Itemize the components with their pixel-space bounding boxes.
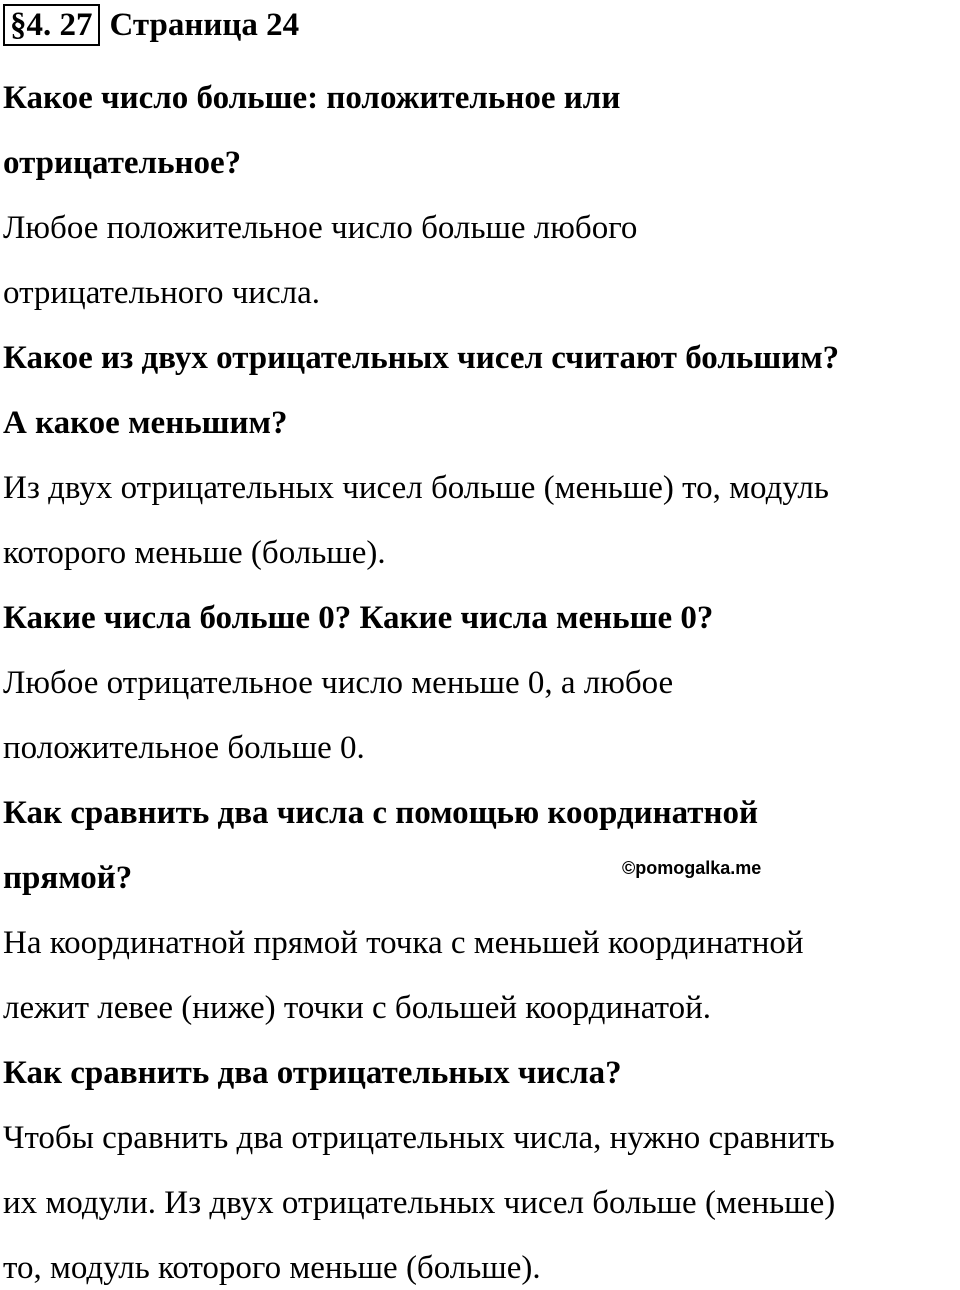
- question-line: отрицательное?: [3, 145, 242, 181]
- question-line: Как сравнить два отрицательных числа?: [3, 1055, 622, 1091]
- question-line: прямой?: [3, 860, 133, 896]
- section-number-box: §4. 27: [3, 4, 100, 46]
- question-line: Какое число больше: положительное или: [3, 80, 621, 116]
- answer-line: которого меньше (больше).: [3, 535, 386, 571]
- answer-line: положительное больше 0.: [3, 730, 365, 766]
- answer-line: На координатной прямой точка с меньшей координатной: [3, 925, 804, 961]
- page-title: Страница 24: [109, 7, 300, 43]
- watermark: ©pomogalka.me: [622, 858, 762, 878]
- question-line: Какое из двух отрицательных чисел считают большим?: [3, 340, 840, 376]
- answer-line: отрицательного числа.: [3, 275, 320, 311]
- answer-line: Из двух отрицательных чисел больше (меньше) то, модуль: [3, 470, 829, 506]
- question-line: А какое меньшим?: [3, 405, 288, 441]
- answer-line: Любое отрицательное число меньше 0, а любое: [3, 665, 674, 701]
- page-header: [3, 4, 299, 46]
- answer-line: их модули. Из двух отрицательных чисел больше (меньше): [3, 1185, 836, 1221]
- answer-line: Чтобы сравнить два отрицательных числа, нужно сравнить: [3, 1120, 835, 1156]
- question-line: Какие числа больше 0? Какие числа меньше 0?: [3, 600, 714, 636]
- answer-line: лежит левее (ниже) точки с большей координатой.: [3, 990, 711, 1026]
- answer-line: Любое положительное число больше любого: [3, 210, 638, 246]
- question-line: Как сравнить два числа с помощью координатной: [3, 795, 759, 831]
- answer-line: то, модуль которого меньше (больше).: [3, 1250, 541, 1286]
